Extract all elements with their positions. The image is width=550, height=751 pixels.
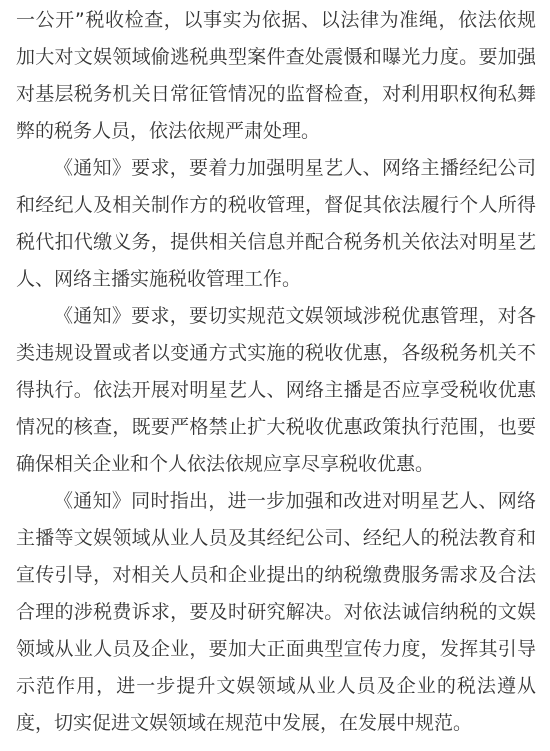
paragraph-education-guidance: 《通知》同时指出，进一步加强和改进对明星艺人、网络主播等文娱领域从业人员及其经纪公司、经纪人的税法教育和宣传引导，对相关人员和企业提出的纳税缴费服务需求及合法合理的涉税费诉求，要及时研究解决。对依法诚信纳税的文娱领域从业人员及企业，要加大正面典型宣传力度，发挥其引导示范作用，进一步提升文娱领域从业人员及企业的税法遵从度，切实促进文娱领域在规范中发展，在发展中规范。 (16, 490, 536, 734)
paragraph-tax-management: 《通知》要求，要着力加强明星艺人、网络主播经纪公司和经纪人及相关制作方的税收管理，督促其依法履行个人所得税代扣代缴义务，提供相关信息并配合税务机关依法对明星艺人、网络主播实施税收管理工作。 (16, 157, 536, 290)
paragraph-continued: 一公开”税收检查，以事实为依据、以法律为准绳，依法依规加大对文娱领域偷逃税典型案件查处震慑和曝光力度。要加强对基层税务机关日常征管情况的监督检查，对利用职权徇私舞弊的税务人员，依法依规严肃处理。 (16, 9, 536, 142)
paragraph-tax-incentives: 《通知》要求，要切实规范文娱领域涉税优惠管理，对各类违规设置或者以变通方式实施的税收优惠，各级税务机关不得执行。依法开展对明星艺人、网络主播是否应享受税收优惠情况的核查，既要严格禁止扩大税收优惠政策执行范围，也要确保相关企业和个人依法依规应享尽享税收优惠。 (16, 305, 536, 475)
